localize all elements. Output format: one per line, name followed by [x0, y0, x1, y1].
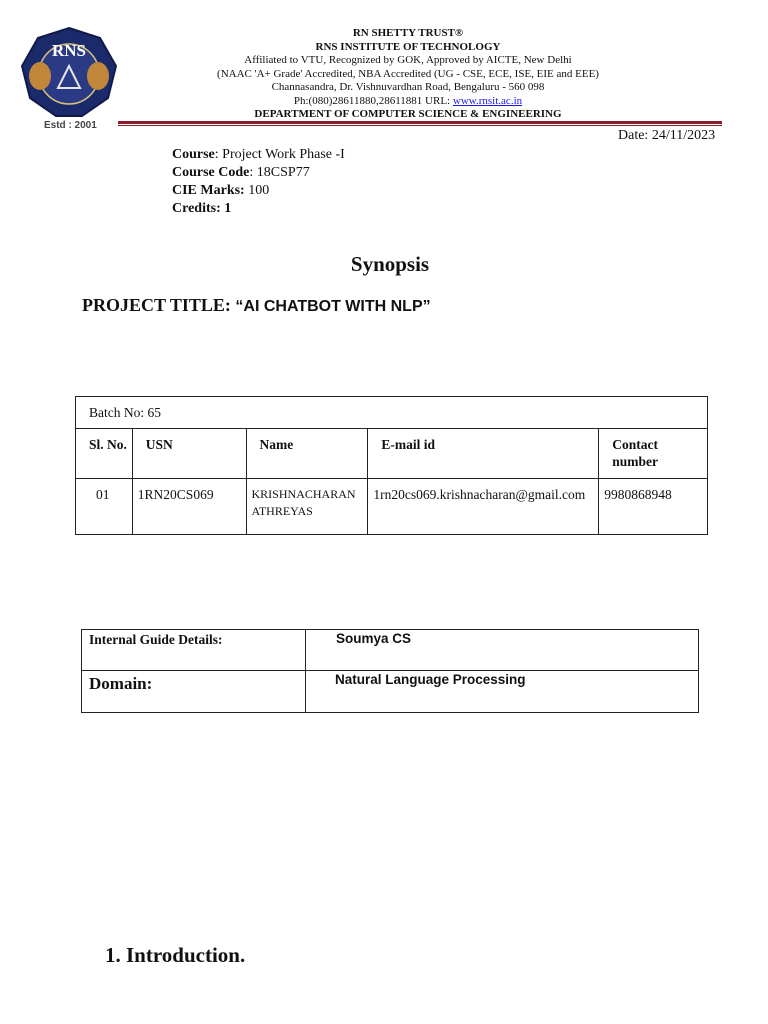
course-line: Course: Project Work Phase -I [172, 147, 345, 162]
guide-label: Internal Guide Details: [82, 630, 306, 671]
table-cell: 01 [76, 479, 133, 535]
table-cell: KRISHNACHARAN ATHREYAS [246, 479, 368, 535]
domain-label: Domain: [82, 671, 306, 713]
institute-name: RNS INSTITUTE OF TECHNOLOGY [315, 40, 501, 53]
credits-line: Credits: 1 [172, 201, 232, 216]
table-header-row [76, 429, 708, 479]
table-cell: 1RN20CS069 [132, 479, 246, 535]
svg-text:RNS: RNS [51, 41, 87, 60]
project-title-label: PROJECT TITLE: [82, 295, 236, 315]
address-line: Channasandra, Dr. Vishnuvardhan Road, Bengaluru - 560 098 [271, 81, 545, 93]
domain-value: Natural Language Processing [306, 671, 699, 713]
batch-number: Batch No: 65 [76, 397, 708, 429]
column-header: Contact number [599, 429, 708, 479]
table-cell: 9980868948 [599, 479, 708, 535]
department-name: DEPARTMENT OF COMPUTER SCIENCE & ENGINEERING [254, 108, 562, 120]
project-title [82, 295, 431, 316]
established-year: Estd : 2001 [44, 120, 97, 131]
column-header: USN [132, 429, 246, 479]
website-link[interactable]: www.rnsit.ac.in [452, 94, 523, 107]
batch-table [75, 396, 708, 535]
document-heading: Synopsis [350, 252, 430, 276]
document-date: Date: 24/11/2023 [618, 128, 716, 143]
accreditation-line: (NAAC 'A+ Grade' Accredited, NBA Accredited (UG - CSE, ECE, ISE, EIE and EEE) [217, 67, 599, 80]
trust-name: RN SHETTY TRUST® [352, 27, 464, 39]
header-rule [118, 121, 722, 124]
table-cell: 1rn20cs069.krishnacharan@gmail.com [368, 479, 599, 535]
column-header: E-mail id [368, 429, 599, 479]
affiliation-line: Affiliated to VTU, Recognized by GOK, Approved by AICTE, New Delhi [244, 54, 572, 66]
course-code-line: Course Code: 18CSP77 [172, 165, 310, 180]
column-header: Sl. No. [76, 429, 133, 479]
header-rule-thin [118, 125, 722, 126]
guide-value: Soumya CS [306, 630, 699, 671]
cie-marks-line: CIE Marks: 100 [172, 183, 270, 198]
course-details [172, 146, 345, 218]
column-header: Name [246, 429, 368, 479]
institute-logo [20, 26, 118, 118]
contact-line [180, 95, 636, 109]
table-row [82, 630, 699, 671]
guide-domain-table [81, 629, 699, 713]
project-title-value: “AI CHATBOT WITH NLP” [235, 298, 431, 315]
phone-text: Ph:(080)28611880,28611881 URL: [293, 94, 453, 107]
table-row [76, 479, 708, 535]
letterhead [180, 27, 636, 122]
section-heading: 1. Introduction. [105, 943, 246, 967]
table-row [82, 671, 699, 713]
